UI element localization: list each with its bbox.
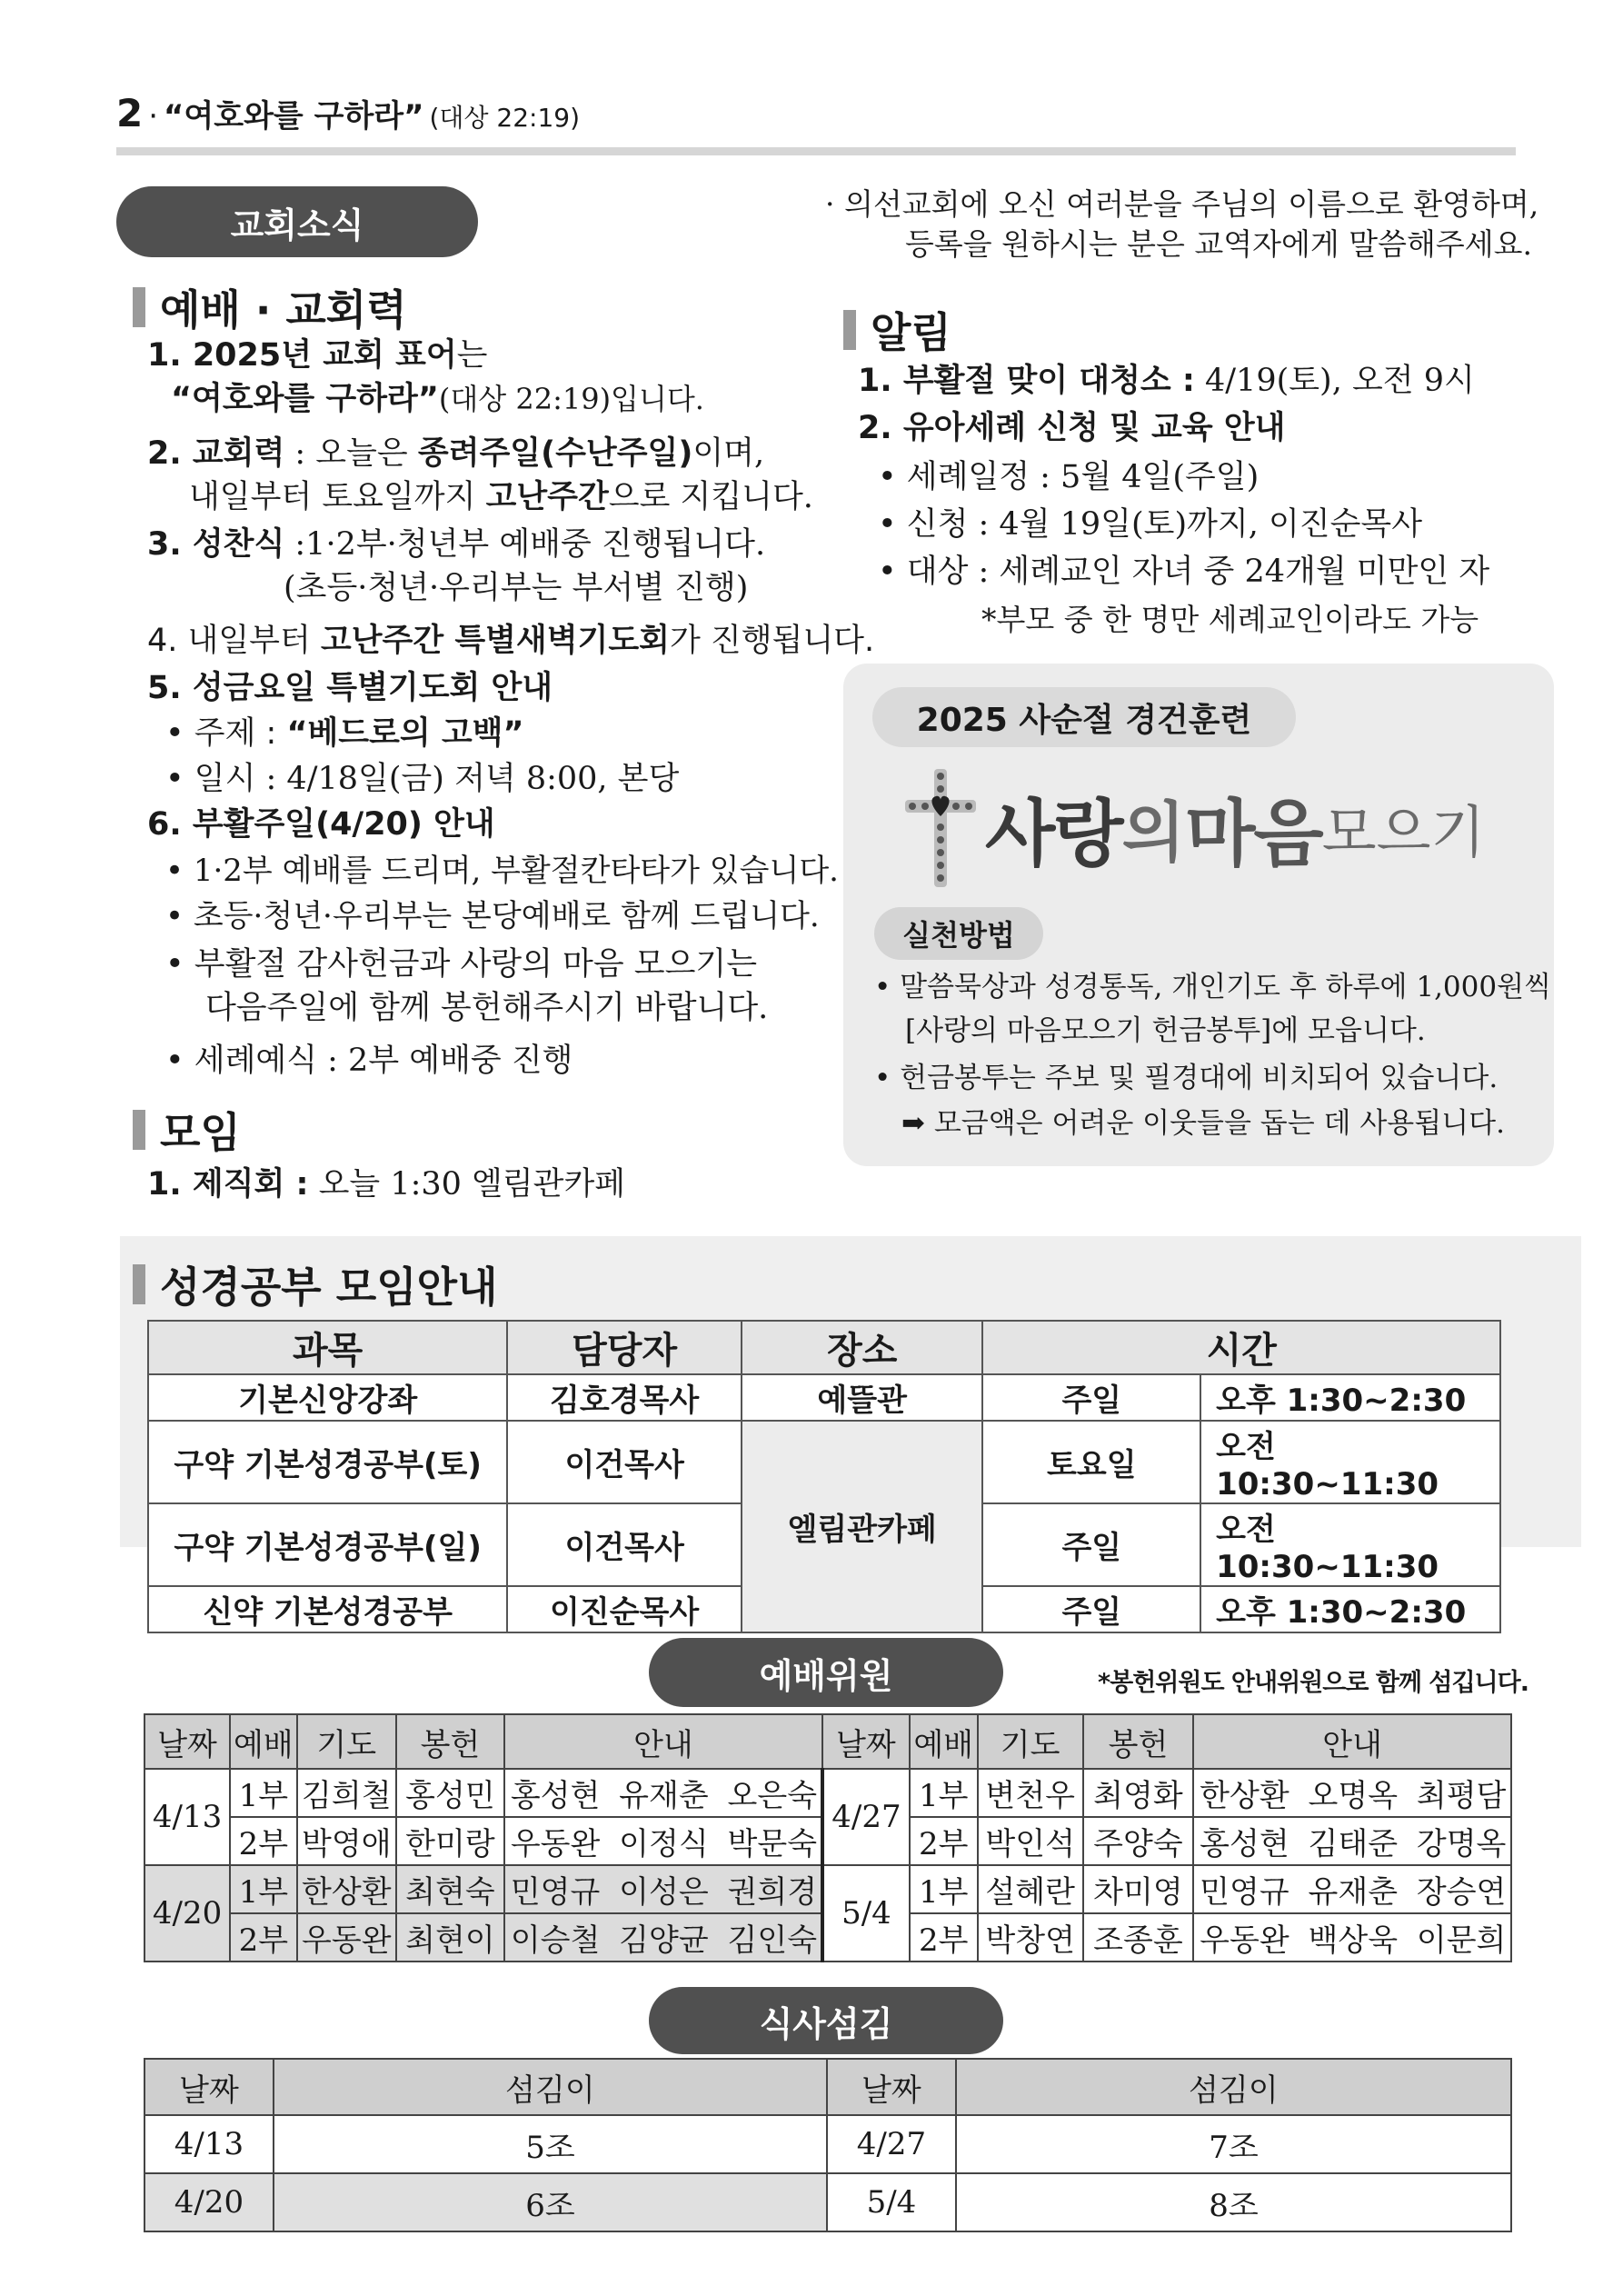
offering-cell: 최현숙 (396, 1865, 504, 1913)
date-cell: 4/27 (822, 1769, 910, 1865)
prayer-cell: 설혜란 (978, 1865, 1083, 1913)
bible-study-title: 성경공부 모임안내 (133, 1254, 498, 1314)
bible-study-table (147, 1320, 1501, 1633)
section-bar (133, 1264, 145, 1304)
notice-item-1: 1. 부활절 맞이 대청소 : 4/19(토), 오전 9시 (858, 363, 1475, 399)
table-row (144, 1865, 1511, 1913)
guide-cell: 우동완 이정식 박문숙 (504, 1817, 822, 1865)
committee-pill: 예배위원 (649, 1638, 1003, 1707)
news-item-5-time: • 일시 : 4/18일(금) 저녁 8:00, 본당 (165, 761, 680, 797)
service-cell: 2부 (910, 1817, 978, 1865)
lent-bullet-3: ➡ 모금액은 어려운 이웃들을 돕는 데 사용됩니다. (901, 1107, 1505, 1140)
date-cell: 4/20 (144, 1865, 230, 1962)
lent-bullet-1-line-1: • 말씀묵상과 성경통독, 개인기도 후 하루에 1,000원씩 (874, 971, 1551, 1003)
guide-cell: 이승철 김양균 김인숙 (504, 1913, 822, 1962)
guide-cell: 민영규 유재춘 장승연 (1193, 1865, 1511, 1913)
time-cell: 오전 10:30~11:30 (1200, 1503, 1500, 1586)
service-cell: 2부 (230, 1913, 296, 1962)
col-place: 장소 (742, 1321, 983, 1374)
col-date: 날짜 (822, 1714, 910, 1769)
leader-cell: 이진순목사 (507, 1586, 742, 1632)
date-cell: 5/4 (822, 1865, 910, 1962)
guide-cell: 우동완 백상욱 이문희 (1193, 1913, 1511, 1962)
time-cell: 오후 1:30~2:30 (1200, 1374, 1500, 1421)
header-rule (116, 147, 1516, 155)
offering-cell: 최영화 (1083, 1769, 1193, 1817)
team-cell: 7조 (956, 2115, 1511, 2173)
meeting-item-1: 1. 제직회 : 오늘 1:30 엘림관카페 (147, 1166, 626, 1203)
prayer-cell: 김희철 (297, 1769, 397, 1817)
col-prayer: 기도 (297, 1714, 397, 1769)
course-cell: 신약 기본성경공부 (148, 1586, 507, 1632)
notice-bullet-target: • 대상 : 세례교인 자녀 중 24개월 미만인 자 (878, 554, 1490, 590)
meal-table (144, 2058, 1512, 2232)
committee-table (144, 1713, 1512, 1962)
col-guide: 안내 (1193, 1714, 1511, 1769)
table-row (148, 1421, 1500, 1503)
notice-title: 알림 (843, 300, 951, 360)
prayer-cell: 박영애 (297, 1817, 397, 1865)
guide-cell: 한상환 오명옥 최평담 (1193, 1769, 1511, 1817)
news-item-6-bullet-3-line-2: 다음주일에 함께 봉헌해주시기 바랍니다. (205, 990, 769, 1026)
news-item-5-theme: • 주제 : “베드로의 고백” (165, 715, 524, 752)
col-offering: 봉헌 (1083, 1714, 1193, 1769)
news-item-3-line-2: (초등·청년·우리부는 부서별 진행) (284, 570, 749, 606)
practice-method-pill: 실천방법 (874, 907, 1043, 960)
service-cell: 1부 (230, 1769, 296, 1817)
notice-bullet-apply: • 신청 : 4월 19일(토)까지, 이진순목사 (878, 506, 1423, 543)
leader-cell: 이건목사 (507, 1503, 742, 1586)
time-cell: 오후 1:30~2:30 (1200, 1586, 1500, 1632)
prayer-cell: 한상환 (297, 1865, 397, 1913)
heart-cross-icon (900, 764, 981, 891)
col-service: 예배 (230, 1714, 296, 1769)
service-cell: 1부 (910, 1865, 978, 1913)
service-cell: 1부 (230, 1865, 296, 1913)
col-offering: 봉헌 (396, 1714, 504, 1769)
notice-note: *부모 중 한 명만 세례교인이라도 가능 (981, 602, 1479, 637)
lent-bullet-2: • 헌금봉투는 주보 및 필경대에 비치되어 있습니다. (874, 1062, 1499, 1094)
team-cell: 8조 (956, 2173, 1511, 2231)
course-cell: 구약 기본성경공부(토) (148, 1421, 507, 1503)
section-bar (133, 1110, 145, 1150)
news-item-6-title: 6. 부활주일(4/20) 안내 (147, 806, 495, 843)
news-item-6-bullet-1: • 1·2부 예배를 드리며, 부활절칸타타가 있습니다. (165, 853, 839, 889)
guide-cell: 민영규 이성은 권희경 (504, 1865, 822, 1913)
news-item-4: 4. 내일부터 고난주간 특별새벽기도회가 진행됩니다. (147, 623, 875, 659)
col-date: 날짜 (144, 2059, 274, 2115)
church-news-pill: 교회소식 (116, 186, 478, 257)
notice-item-2-title: 2. 유아세례 신청 및 교육 안내 (858, 410, 1286, 446)
section-bar (843, 310, 856, 350)
news-item-6-bullet-3-line-1: • 부활절 감사헌금과 사랑의 마음 모으기는 (165, 946, 758, 983)
notice-bullet-schedule: • 세례일정 : 5월 4일(주일) (878, 459, 1260, 495)
offering-cell: 주양숙 (1083, 1817, 1193, 1865)
news-item-6-bullet-4: • 세례예식 : 2부 예배중 진행 (165, 1043, 573, 1079)
offering-cell: 조종훈 (1083, 1913, 1193, 1962)
guide-cell: 홍성현 유재춘 오은숙 (504, 1769, 822, 1817)
day-cell: 토요일 (982, 1421, 1200, 1503)
meal-pill: 식사섬김 (649, 1987, 1003, 2054)
col-date: 날짜 (827, 2059, 956, 2115)
service-cell: 2부 (230, 1817, 296, 1865)
table-row (144, 2173, 1511, 2231)
course-cell: 기본신앙강좌 (148, 1374, 507, 1421)
day-cell: 주일 (982, 1586, 1200, 1632)
date-cell: 4/13 (144, 2115, 274, 2173)
guide-cell: 홍성현 김태준 강명옥 (1193, 1817, 1511, 1865)
date-cell: 4/20 (144, 2173, 274, 2231)
date-cell: 4/27 (827, 2115, 956, 2173)
team-cell: 6조 (274, 2173, 827, 2231)
table-row (144, 1769, 1511, 1817)
lent-banner: 사랑 의 마음 모으기 (900, 764, 1485, 891)
header-separator: · (148, 98, 159, 135)
place-cell: 예뜰관 (742, 1374, 983, 1421)
offering-cell: 최현이 (396, 1913, 504, 1962)
date-cell: 4/13 (144, 1769, 230, 1865)
welcome-line-1: · 의선교회에 오신 여러분을 주님의 이름으로 환영하며, (825, 186, 1539, 222)
worship-calendar-title: 예배 · 교회력 (133, 277, 407, 337)
col-date: 날짜 (144, 1714, 230, 1769)
col-guide: 안내 (504, 1714, 822, 1769)
offering-cell: 홍성민 (396, 1769, 504, 1817)
col-time: 시간 (982, 1321, 1500, 1374)
service-cell: 2부 (910, 1913, 978, 1962)
col-course: 과목 (148, 1321, 507, 1374)
service-cell: 1부 (910, 1769, 978, 1817)
prayer-cell: 우동완 (297, 1913, 397, 1962)
header-reference: (대상 22:19) (429, 103, 581, 133)
lent-training-pill: 2025 사순절 경건훈련 (872, 687, 1296, 747)
leader-cell: 이건목사 (507, 1421, 742, 1503)
table-header-row (148, 1321, 1500, 1374)
offering-cell: 차미영 (1083, 1865, 1193, 1913)
table-header-row (144, 2059, 1511, 2115)
course-cell: 구약 기본성경공부(일) (148, 1503, 507, 1586)
header-motto: “여호와를 구하라” (164, 98, 424, 135)
col-service: 예배 (910, 1714, 978, 1769)
day-cell: 주일 (982, 1503, 1200, 1586)
prayer-cell: 변천우 (978, 1769, 1083, 1817)
time-cell: 오전 10:30~11:30 (1200, 1421, 1500, 1503)
meeting-title: 모임 (133, 1100, 241, 1160)
leader-cell: 김호경목사 (507, 1374, 742, 1421)
offering-cell: 한미랑 (396, 1817, 504, 1865)
table-header-row (144, 1714, 1511, 1769)
col-leader: 담당자 (507, 1321, 742, 1374)
day-cell: 주일 (982, 1374, 1200, 1421)
news-item-5-title: 5. 성금요일 특별기도회 안내 (147, 670, 553, 706)
news-item-1-line-1: 1. 2025년 교회 표어는 (147, 337, 488, 374)
committee-note: *봉헌위원도 안내위원으로 함께 섬깁니다. (1098, 1669, 1528, 1697)
news-item-3-line-1: 3. 성찬식 :1·2부·청년부 예배중 진행됩니다. (147, 526, 766, 563)
prayer-cell: 박인석 (978, 1817, 1083, 1865)
news-item-2-line-2: 내일부터 토요일까지 고난주간으로 지킵니다. (189, 479, 813, 515)
table-row (148, 1374, 1500, 1421)
team-cell: 5조 (274, 2115, 827, 2173)
news-item-1-line-2: “여호와를 구하라”(대상 22:19)입니다. (171, 381, 704, 417)
lent-bullet-1-line-2: [사랑의 마음모으기 헌금봉투]에 모읍니다. (905, 1014, 1426, 1047)
col-prayer: 기도 (978, 1714, 1083, 1769)
section-bar (133, 287, 145, 327)
prayer-cell: 박창연 (978, 1913, 1083, 1962)
news-item-2-line-1: 2. 교회력 : 오늘은 종려주일(수난주일)이며, (147, 435, 765, 472)
page-number: 2 (116, 91, 144, 135)
table-row (144, 2115, 1511, 2173)
news-item-6-bullet-2: • 초등·청년·우리부는 본당예배로 함께 드립니다. (165, 898, 820, 934)
page-header (116, 91, 580, 142)
place-cell: 엘림관카페 (742, 1421, 983, 1632)
col-server: 섬김이 (956, 2059, 1511, 2115)
welcome-line-2: 등록을 원하시는 분은 교역자에게 말씀해주세요. (905, 226, 1533, 262)
date-cell: 5/4 (827, 2173, 956, 2231)
col-server: 섬김이 (274, 2059, 827, 2115)
